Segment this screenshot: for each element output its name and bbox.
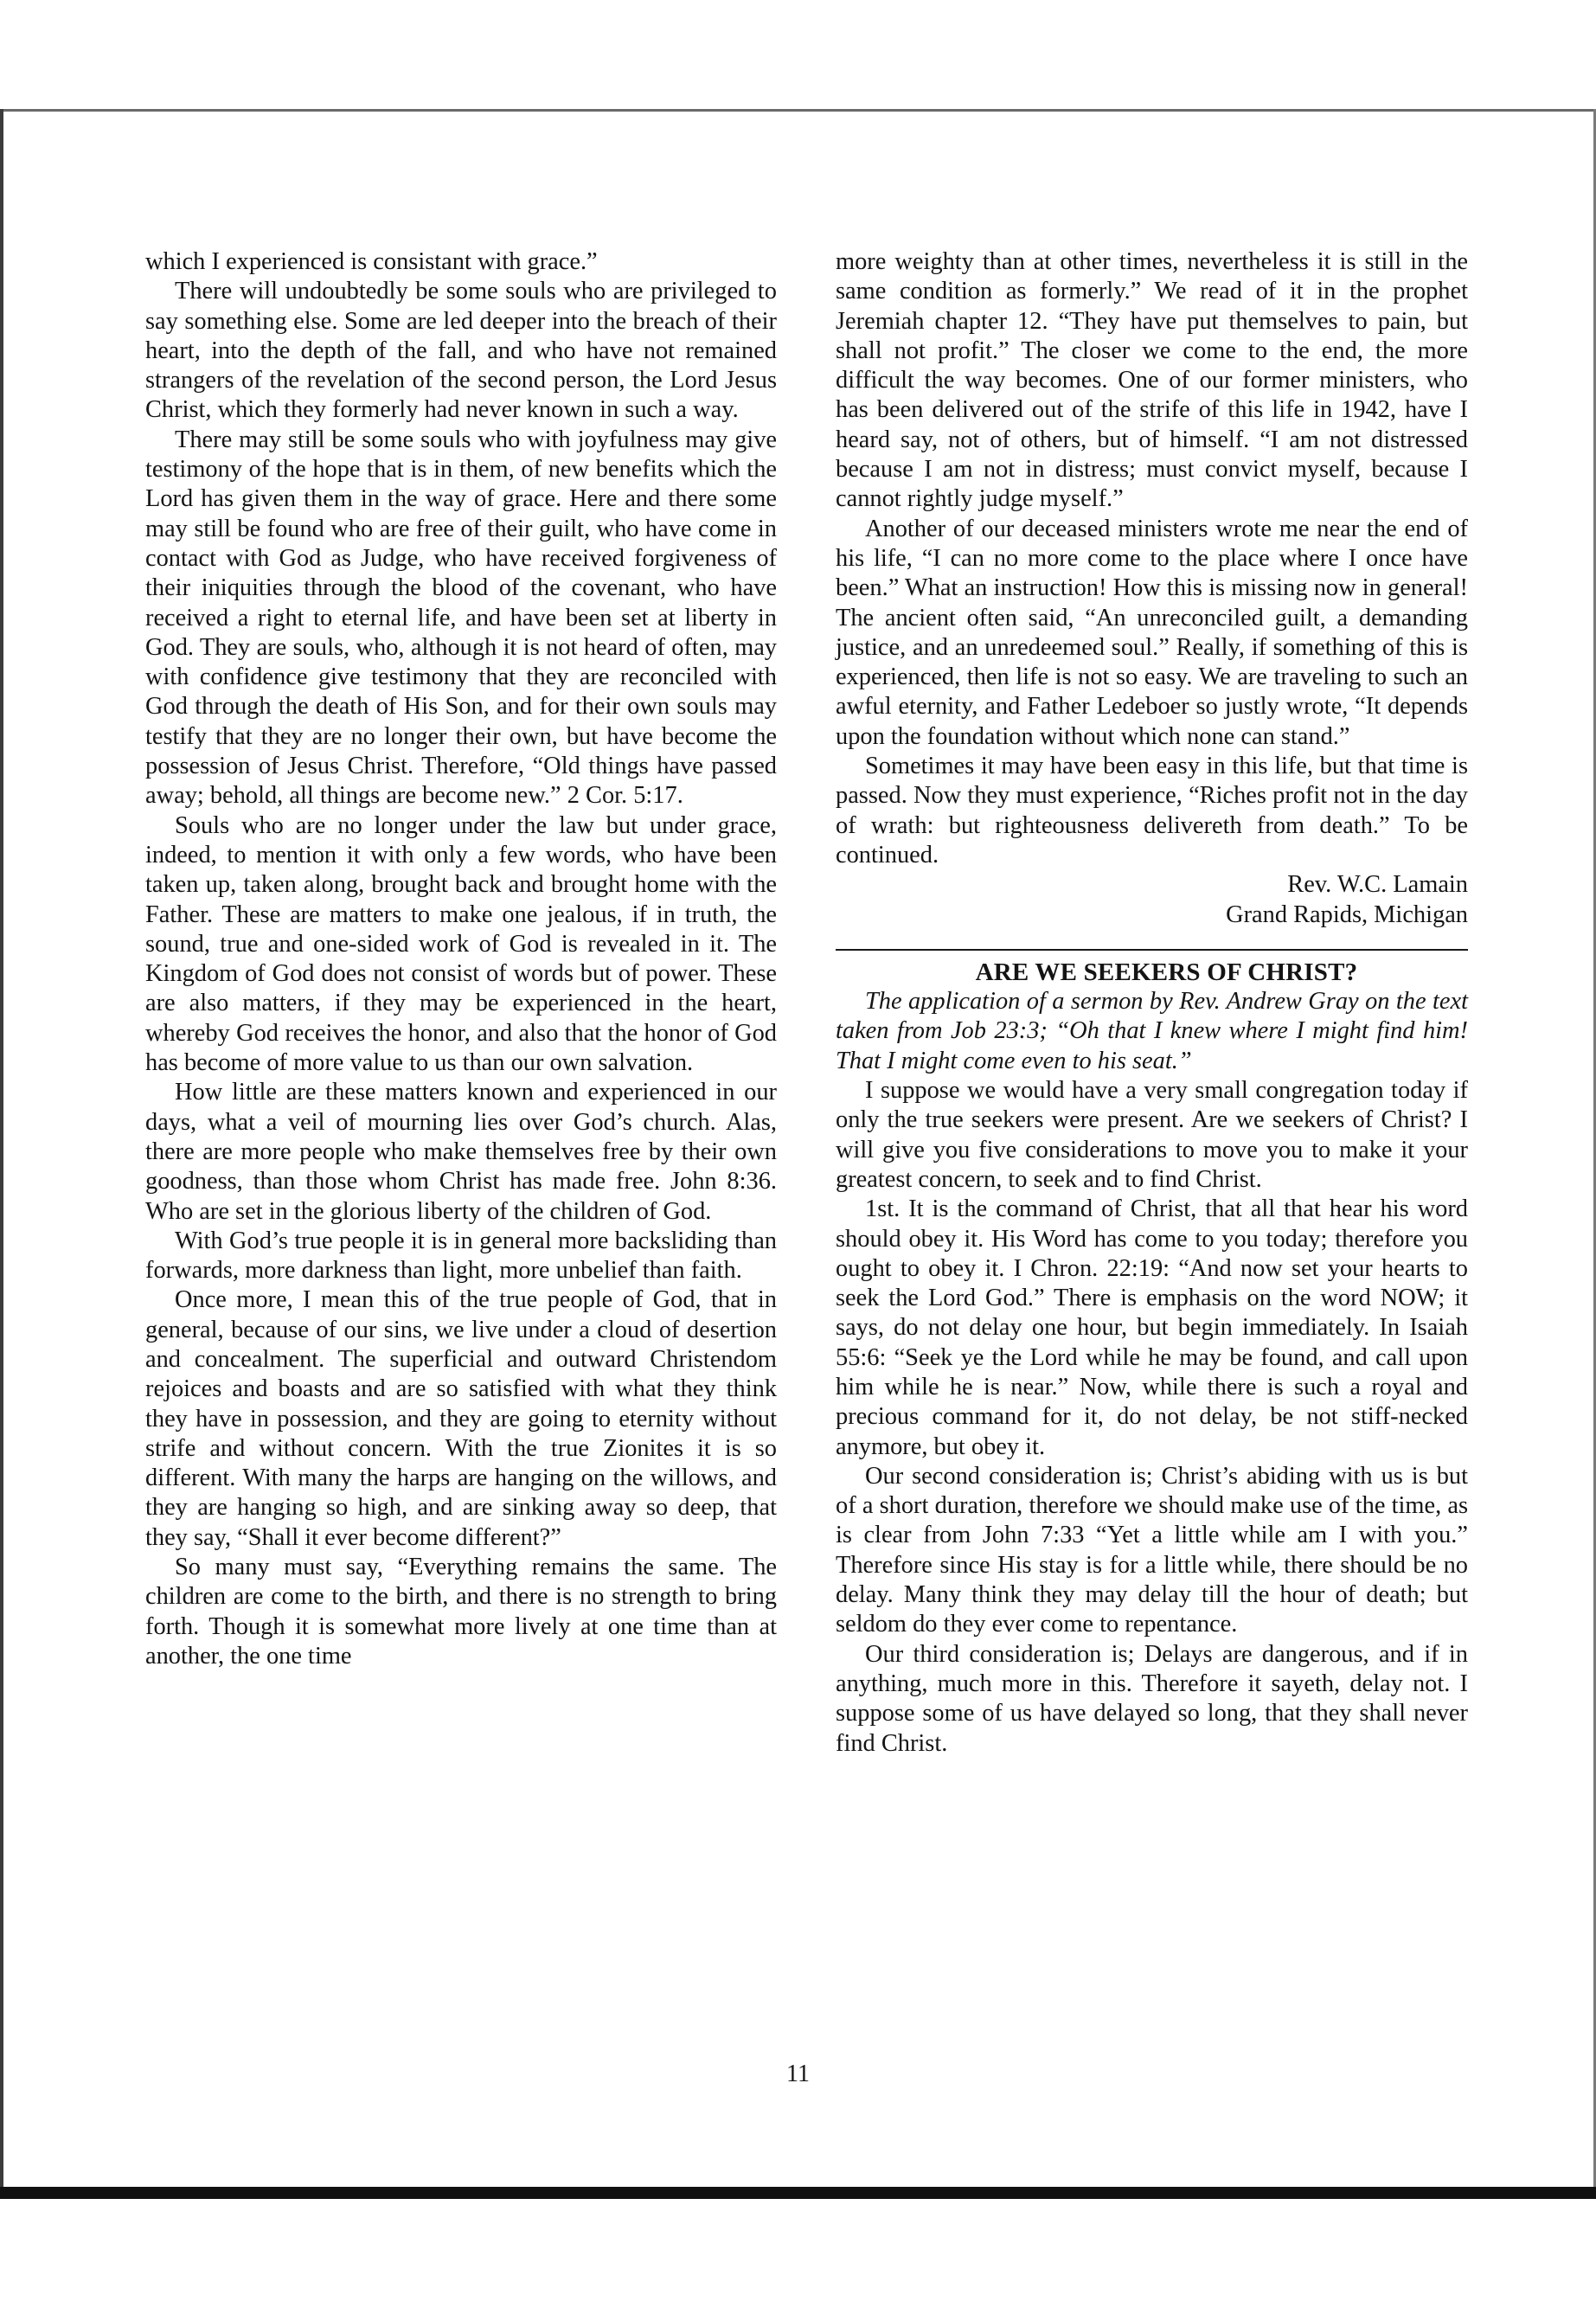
scan-bottom-border xyxy=(0,2187,1596,2199)
paragraph: which I experienced is consistant with grace.” xyxy=(145,248,598,275)
paragraph: Our third consideration is; Delays are dangerous, and if in anything, much more in this. Therefore it sayeth, delay not. I suppose some of us have delayed so long, that they shall never find Christ. xyxy=(836,1640,1468,1757)
paragraph: Souls who are no longer under the law but under grace, indeed, to mention it with only a few words, who have been taken up, taken along, brought back and brought home with the Father. These are matters to make one jealous, if in truth, the sound, true and one-sided work of God is revealed in it. The Kingdom of God does not consist of words but of power. These are also matters, if they may be experienced in the heart, whereby God receives the honor, and also that the honor of God has become of more value to us than our own salvation. xyxy=(145,811,777,1077)
paragraph: So many must say, “Everything remains the same. The children are come to the birth, and there is no strength to bring forth. Though it is somewhat more lively at one time than at another, the one time xyxy=(145,1554,777,1670)
scan-top-border xyxy=(0,109,1596,112)
article-divider xyxy=(836,949,1468,951)
paragraph: Our second consideration is; Christ’s abiding with us is but of a short duration, therefore we should make use of the time, as is clear from John 7:33 “Yet a little while am I with you.” Therefore since His stay is for a little while, there should be no delay. Many think they may delay till the hour of death; but seldom do they ever come to repentance. xyxy=(836,1462,1468,1638)
right-column xyxy=(836,247,1468,1759)
paragraph: Sometimes it may have been easy in this life, but that time is passed. Now they must experience, “Riches profit not in the day of wrath: but righteousness delivereth from death.” To be continued. xyxy=(836,753,1468,868)
article-intro: The application of a sermon by Rev. Andrew Gray on the text taken from Job 23:3; “Oh that I knew where I might find him! That I might come even to his seat.” xyxy=(836,988,1468,1074)
author-signature xyxy=(836,870,1468,930)
paragraph: more weighty than at other times, nevertheless it is still in the same condition as formerly.” We read of it in the prophet Jeremiah chapter 12. “They have put themselves to pain, but shall not profit.” The closer we come to the end, the more difficult the way becomes. One of our former ministers, who has been delivered out of the strife of this life in 1942, have I heard say, not of others, but of himself. “I am not distressed because I am not in distress; must convict myself, because I cannot rightly judge myself.” xyxy=(836,248,1468,513)
paragraph: How little are these matters known and experienced in our days, what a veil of mourning lies over God’s church. Alas, there are more people who make themselves free by their own goodness, than those whom Christ has made free. John 8:36. Who are set in the glorious liberty of the children of God. xyxy=(145,1079,777,1225)
author-location: Grand Rapids, Michigan xyxy=(1226,901,1468,928)
paragraph: There may still be some souls who with joyfulness may give testimony of the hope that is in them, of new benefits which the Lord has given them in the way of grace. Here and there some may still be found who are free of their guilt, who have come in contact with God as Judge, who have received forgiveness of their iniquities through the blood of the covenant, who have received a right to eternal life, and have been set at liberty in God. They are souls, who, although it is not heard of often, may with confidence give testimony that they are reconciled with God through the death of His Son, and for their own souls may testify that they are no longer their own, but have become the possession of Jesus Christ. Therefore, “Old things have passed away; behold, all things are become new.” 2 Cor. 5:17. xyxy=(145,426,777,810)
paragraph: Once more, I mean this of the true people of God, that in general, because of our sins, we live under a cloud of desertion and concealment. The superficial and outward Christendom rejoices and boasts and are so satisfied with what they think they have in possession, and they are going to eternity without strife and without concern. With the true Zionites it is so different. With many the harps are hanging on the willows, and they are hanging so high, and are sinking away so deep, that they say, “Shall it ever become different?” xyxy=(145,1286,777,1551)
paragraph: There will undoubtedly be some souls who are privileged to say something else. Some are led deeper into the breach of their heart, into the depth of the fall, and who have not remained strangers of the revelation of the second person, the Lord Jesus Christ, which they formerly had never known in such a way. xyxy=(145,278,777,424)
left-column xyxy=(145,247,777,1671)
page-number: 11 xyxy=(786,2061,810,2087)
author-name: Rev. W.C. Lamain xyxy=(1287,871,1468,899)
scan-left-border xyxy=(0,109,3,2190)
paragraph: Another of our deceased ministers wrote me near the end of his life, “I can no more come to the place where I once have been.” What an instruction! How this is missing now in general! The ancient often said, “An unreconciled guilt, a demanding justice, and an unredeemed soul.” Really, if something of this is experienced, then life is not so easy. We are traveling to such an awful eternity, and Father Ledeboer so justly wrote, “It depends upon the foundation without which none can stand.” xyxy=(836,515,1468,750)
paragraph: I suppose we would have a very small congregation today if only the true seekers were present. Are we seekers of Christ? I will give you five considerations to move you to make it your greatest concern, to seek and to find Christ. xyxy=(836,1077,1468,1193)
paragraph: With God’s true people it is in general more backsliding than forwards, more darkness than light, more unbelief than faith. xyxy=(145,1227,777,1285)
article-title: ARE WE SEEKERS OF CHRIST? xyxy=(975,958,1358,986)
paragraph: 1st. It is the command of Christ, that all that hear his word should obey it. His Word has come to you today; therefore you ought to obey it. I Chron. 22:19: “And now set your hearts to seek the Lord God.” There is emphasis on the word NOW; it says, do not delay one hour, but begin immediately. In Isaiah 55:6: “Seek ye the Lord while he may be found, and call upon him while he is near.” Now, while there is such a royal and precious command for it, do not delay, be not stiff-necked anymore, but obey it. xyxy=(836,1195,1468,1460)
